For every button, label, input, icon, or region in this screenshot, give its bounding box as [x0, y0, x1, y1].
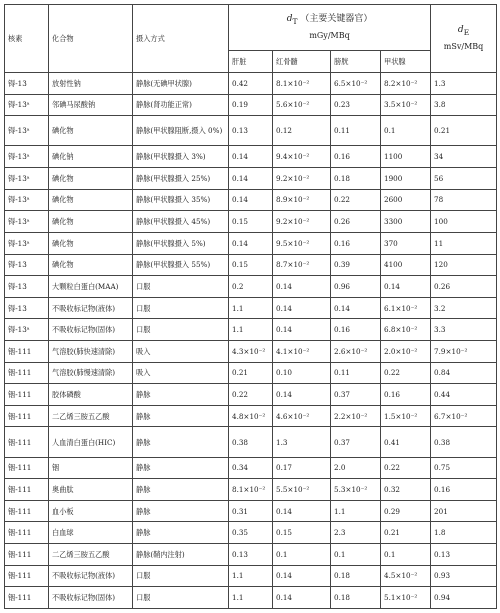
value-cell: 1.1 [229, 319, 273, 341]
compound-cell: 气溶胶(肺慢速清除) [49, 362, 133, 384]
dT-note: （主要关键器官） [300, 14, 373, 25]
nuclide-cell: 锝-13ᵃ [5, 116, 49, 146]
route-cell: 静脉(肾功能正常) [133, 94, 229, 116]
value-cell: 6.5×10⁻² [331, 73, 381, 95]
route-cell: 静脉(甲状腺摄入 25%) [133, 168, 229, 190]
route-cell: 静脉 [133, 522, 229, 544]
header-dE [431, 5, 497, 73]
value-cell: 2.6×10⁻² [331, 340, 381, 362]
value-cell: 0.39 [331, 254, 381, 276]
value-cell: 4.1×10⁻² [273, 340, 331, 362]
value-cell: 0.31 [229, 500, 273, 522]
value-cell: 0.26 [431, 276, 497, 298]
compound-cell: 碘化物 [49, 189, 133, 211]
compound-cell: 碘化物 [49, 211, 133, 233]
value-cell: 120 [431, 254, 497, 276]
value-cell: 0.11 [331, 362, 381, 384]
value-cell: 0.41 [381, 427, 431, 457]
value-cell: 0.1 [331, 544, 381, 566]
table-row [5, 362, 497, 384]
value-cell: 0.1 [381, 116, 431, 146]
value-cell: 0.13 [431, 544, 497, 566]
value-cell: 0.14 [273, 500, 331, 522]
route-cell: 静脉 [133, 384, 229, 406]
value-cell: 0.16 [331, 146, 381, 168]
header-nuclide: 核素 [5, 5, 49, 73]
compound-cell: 放射性钠 [49, 73, 133, 95]
value-cell: 0.21 [431, 116, 497, 146]
value-cell: 4.6×10⁻² [273, 405, 331, 427]
value-cell: 0.14 [331, 297, 381, 319]
table-row [5, 522, 497, 544]
value-cell: 0.94 [431, 587, 497, 609]
compound-cell: 气溶胶(肺快速清除) [49, 340, 133, 362]
value-cell: 1.1 [229, 587, 273, 609]
nuclide-cell: 铟-111 [5, 457, 49, 479]
value-cell: 6.1×10⁻² [381, 297, 431, 319]
table-row [5, 168, 497, 190]
nuclide-cell: 铟-111 [5, 522, 49, 544]
table-row [5, 405, 497, 427]
nuclide-cell: 锝-13 [5, 276, 49, 298]
compound-cell: 碘化物 [49, 254, 133, 276]
value-cell: 0.16 [381, 384, 431, 406]
value-cell: 9.2×10⁻² [273, 211, 331, 233]
route-cell: 静脉 [133, 500, 229, 522]
value-cell: 0.1 [381, 544, 431, 566]
value-cell: 2600 [381, 189, 431, 211]
header-route: 摄入方式 [133, 5, 229, 73]
value-cell: 7.9×10⁻² [431, 340, 497, 362]
value-cell: 4100 [381, 254, 431, 276]
value-cell: 0.18 [331, 587, 381, 609]
dT-unit: mGy/MBq [309, 30, 350, 40]
value-cell: 0.14 [273, 276, 331, 298]
nuclide-cell: 锝-13 [5, 254, 49, 276]
table-row [5, 587, 497, 609]
table-row [5, 73, 497, 95]
dT-subscript: T [292, 17, 298, 27]
table-row [5, 340, 497, 362]
value-cell: 0.14 [229, 168, 273, 190]
nuclide-cell: 锝-13ᵃ [5, 319, 49, 341]
route-cell: 静脉 [133, 479, 229, 501]
value-cell: 0.22 [331, 189, 381, 211]
value-cell: 1900 [381, 168, 431, 190]
compound-cell: 碘化物 [49, 168, 133, 190]
table-row [5, 116, 497, 146]
route-cell: 吸入 [133, 362, 229, 384]
value-cell: 0.14 [273, 565, 331, 587]
value-cell: 0.14 [273, 587, 331, 609]
value-cell: 8.9×10⁻² [273, 189, 331, 211]
nuclide-cell: 铟-111 [5, 362, 49, 384]
value-cell: 0.14 [229, 232, 273, 254]
compound-cell: 不吸收标记物(固体) [49, 319, 133, 341]
value-cell: 1100 [381, 146, 431, 168]
value-cell: 370 [381, 232, 431, 254]
value-cell: 56 [431, 168, 497, 190]
value-cell: 0.21 [229, 362, 273, 384]
value-cell: 8.2×10⁻² [381, 73, 431, 95]
table-row [5, 232, 497, 254]
value-cell: 0.15 [229, 211, 273, 233]
value-cell: 0.18 [331, 565, 381, 587]
route-cell: 口服 [133, 565, 229, 587]
route-cell: 口服 [133, 276, 229, 298]
value-cell: 0.22 [381, 362, 431, 384]
table-row [5, 189, 497, 211]
value-cell: 8.1×10⁻² [229, 479, 273, 501]
value-cell: 0.15 [273, 522, 331, 544]
compound-cell: 邻碘马尿酸钠 [49, 94, 133, 116]
table-row [5, 211, 497, 233]
value-cell: 3300 [381, 211, 431, 233]
value-cell: 0.10 [273, 362, 331, 384]
value-cell: 0.11 [331, 116, 381, 146]
table-body [5, 73, 497, 609]
value-cell: 2.3 [331, 522, 381, 544]
route-cell: 口服 [133, 297, 229, 319]
compound-cell: 白血球 [49, 522, 133, 544]
compound-cell: 碘化物 [49, 232, 133, 254]
route-cell: 静脉(鞘内注射) [133, 544, 229, 566]
route-cell: 静脉 [133, 427, 229, 457]
value-cell: 1.8 [431, 522, 497, 544]
compound-cell: 不吸收标记物(液体) [49, 297, 133, 319]
route-cell: 静脉(甲状腺摄入 3%) [133, 146, 229, 168]
route-cell: 静脉(甲状腺摄入 45%) [133, 211, 229, 233]
value-cell: 0.37 [331, 384, 381, 406]
nuclide-cell: 铟-111 [5, 500, 49, 522]
value-cell: 0.14 [273, 297, 331, 319]
nuclide-cell: 铟-111 [5, 340, 49, 362]
value-cell: 6.8×10⁻² [381, 319, 431, 341]
value-cell: 0.75 [431, 457, 497, 479]
nuclide-cell: 铟-111 [5, 544, 49, 566]
header-organ: 肝脏 [229, 51, 273, 73]
value-cell: 0.23 [331, 94, 381, 116]
header-compound: 化合物 [49, 5, 133, 73]
value-cell: 1.1 [229, 297, 273, 319]
value-cell: 9.5×10⁻² [273, 232, 331, 254]
value-cell: 0.14 [381, 276, 431, 298]
value-cell: 5.3×10⁻² [331, 479, 381, 501]
value-cell: 0.22 [381, 457, 431, 479]
table-row [5, 384, 497, 406]
table-row [5, 565, 497, 587]
table-row [5, 479, 497, 501]
header-organ: 红骨髓 [273, 51, 331, 73]
value-cell: 0.14 [229, 189, 273, 211]
header-organ: 甲状腺 [381, 51, 431, 73]
compound-cell: 二乙烯三胺五乙酸 [49, 405, 133, 427]
value-cell: 201 [431, 500, 497, 522]
route-cell: 静脉(甲状腺摄入 55%) [133, 254, 229, 276]
nuclide-cell: 锝-13ᵃ [5, 94, 49, 116]
value-cell: 8.7×10⁻² [273, 254, 331, 276]
value-cell: 0.18 [331, 168, 381, 190]
value-cell: 5.1×10⁻² [381, 587, 431, 609]
value-cell: 34 [431, 146, 497, 168]
value-cell: 4.3×10⁻² [229, 340, 273, 362]
value-cell: 0.16 [431, 479, 497, 501]
nuclide-cell: 铟-111 [5, 587, 49, 609]
value-cell: 5.6×10⁻² [273, 94, 331, 116]
value-cell: 0.42 [229, 73, 273, 95]
value-cell: 0.17 [273, 457, 331, 479]
value-cell: 9.2×10⁻² [273, 168, 331, 190]
header-dT-group [229, 5, 431, 51]
dose-table [4, 4, 497, 609]
value-cell: 0.14 [273, 384, 331, 406]
table-row [5, 254, 497, 276]
value-cell: 5.5×10⁻² [273, 479, 331, 501]
value-cell: 0.15 [229, 254, 273, 276]
value-cell: 1.1 [331, 500, 381, 522]
table-row [5, 146, 497, 168]
value-cell: 0.22 [229, 384, 273, 406]
value-cell: 0.1 [273, 544, 331, 566]
value-cell: 0.84 [431, 362, 497, 384]
value-cell: 4.8×10⁻² [229, 405, 273, 427]
dT-symbol: d [286, 14, 293, 25]
value-cell: 0.14 [273, 319, 331, 341]
value-cell: 0.13 [229, 544, 273, 566]
value-cell: 0.26 [331, 211, 381, 233]
value-cell: 3.8 [431, 94, 497, 116]
value-cell: 0.38 [229, 427, 273, 457]
route-cell: 静脉(甲状腺摄入 35%) [133, 189, 229, 211]
nuclide-cell: 铟-111 [5, 565, 49, 587]
value-cell: 4.5×10⁻² [381, 565, 431, 587]
value-cell: 1.1 [229, 565, 273, 587]
table-row [5, 297, 497, 319]
dE-symbol: d [457, 25, 464, 36]
table-row [5, 427, 497, 457]
value-cell: 0.93 [431, 565, 497, 587]
nuclide-cell: 锝-13ᵃ [5, 232, 49, 254]
route-cell: 静脉(甲状腺摄入 5%) [133, 232, 229, 254]
table-row [5, 457, 497, 479]
value-cell: 3.5×10⁻² [381, 94, 431, 116]
value-cell: 6.7×10⁻² [431, 405, 497, 427]
value-cell: 2.2×10⁻² [331, 405, 381, 427]
nuclide-cell: 铟-111 [5, 384, 49, 406]
value-cell: 0.12 [273, 116, 331, 146]
route-cell: 静脉(无碘甲状腺) [133, 73, 229, 95]
compound-cell: 碘化物 [49, 116, 133, 146]
compound-cell: 人血清白蛋白(HIC) [49, 427, 133, 457]
value-cell: 0.32 [381, 479, 431, 501]
compound-cell: 大颗粒白蛋白(MAA) [49, 276, 133, 298]
table-row [5, 319, 497, 341]
table-row [5, 500, 497, 522]
header-row-top [5, 5, 497, 51]
value-cell: 0.19 [229, 94, 273, 116]
route-cell: 静脉 [133, 405, 229, 427]
route-cell: 静脉(甲状腺阻断,摄入 0%) [133, 116, 229, 146]
value-cell: 0.37 [331, 427, 381, 457]
dE-unit: mSv/MBq [443, 41, 484, 51]
value-cell: 0.34 [229, 457, 273, 479]
compound-cell: 不吸收标记物(固体) [49, 587, 133, 609]
value-cell: 0.96 [331, 276, 381, 298]
compound-cell: 铟 [49, 457, 133, 479]
value-cell: 11 [431, 232, 497, 254]
table-row [5, 94, 497, 116]
value-cell: 0.16 [331, 232, 381, 254]
nuclide-cell: 锝-13ᵃ [5, 189, 49, 211]
nuclide-cell: 铟-111 [5, 405, 49, 427]
compound-cell: 奥曲肽 [49, 479, 133, 501]
value-cell: 9.4×10⁻² [273, 146, 331, 168]
header-organ: 膀胱 [331, 51, 381, 73]
value-cell: 1.5×10⁻² [381, 405, 431, 427]
value-cell: 0.38 [431, 427, 497, 457]
value-cell: 0.14 [229, 146, 273, 168]
value-cell: 3.3 [431, 319, 497, 341]
value-cell: 0.35 [229, 522, 273, 544]
value-cell: 78 [431, 189, 497, 211]
nuclide-cell: 锝-13 [5, 73, 49, 95]
value-cell: 0.21 [381, 522, 431, 544]
table-row [5, 544, 497, 566]
compound-cell: 二乙烯三胺五乙酸 [49, 544, 133, 566]
nuclide-cell: 锝-13ᵃ [5, 211, 49, 233]
value-cell: 8.1×10⁻² [273, 73, 331, 95]
value-cell: 0.13 [229, 116, 273, 146]
value-cell: 1.3 [431, 73, 497, 95]
value-cell: 100 [431, 211, 497, 233]
nuclide-cell: 锝-13ᵃ [5, 146, 49, 168]
value-cell: 2.0 [331, 457, 381, 479]
route-cell: 口服 [133, 319, 229, 341]
value-cell: 3.2 [431, 297, 497, 319]
compound-cell: 胶体磷酸 [49, 384, 133, 406]
nuclide-cell: 锝-13ᵃ [5, 168, 49, 190]
compound-cell: 不吸收标记物(液体) [49, 565, 133, 587]
compound-cell: 碘化钠 [49, 146, 133, 168]
value-cell: 0.44 [431, 384, 497, 406]
value-cell: 0.16 [331, 319, 381, 341]
value-cell: 2.0×10⁻² [381, 340, 431, 362]
value-cell: 1.3 [273, 427, 331, 457]
route-cell: 吸入 [133, 340, 229, 362]
nuclide-cell: 铟-111 [5, 427, 49, 457]
nuclide-cell: 铟-111 [5, 479, 49, 501]
dE-subscript: E [463, 28, 470, 38]
value-cell: 0.2 [229, 276, 273, 298]
table-row [5, 276, 497, 298]
nuclide-cell: 锝-13 [5, 297, 49, 319]
compound-cell: 血小板 [49, 500, 133, 522]
route-cell: 静脉 [133, 457, 229, 479]
route-cell: 口服 [133, 587, 229, 609]
value-cell: 0.29 [381, 500, 431, 522]
